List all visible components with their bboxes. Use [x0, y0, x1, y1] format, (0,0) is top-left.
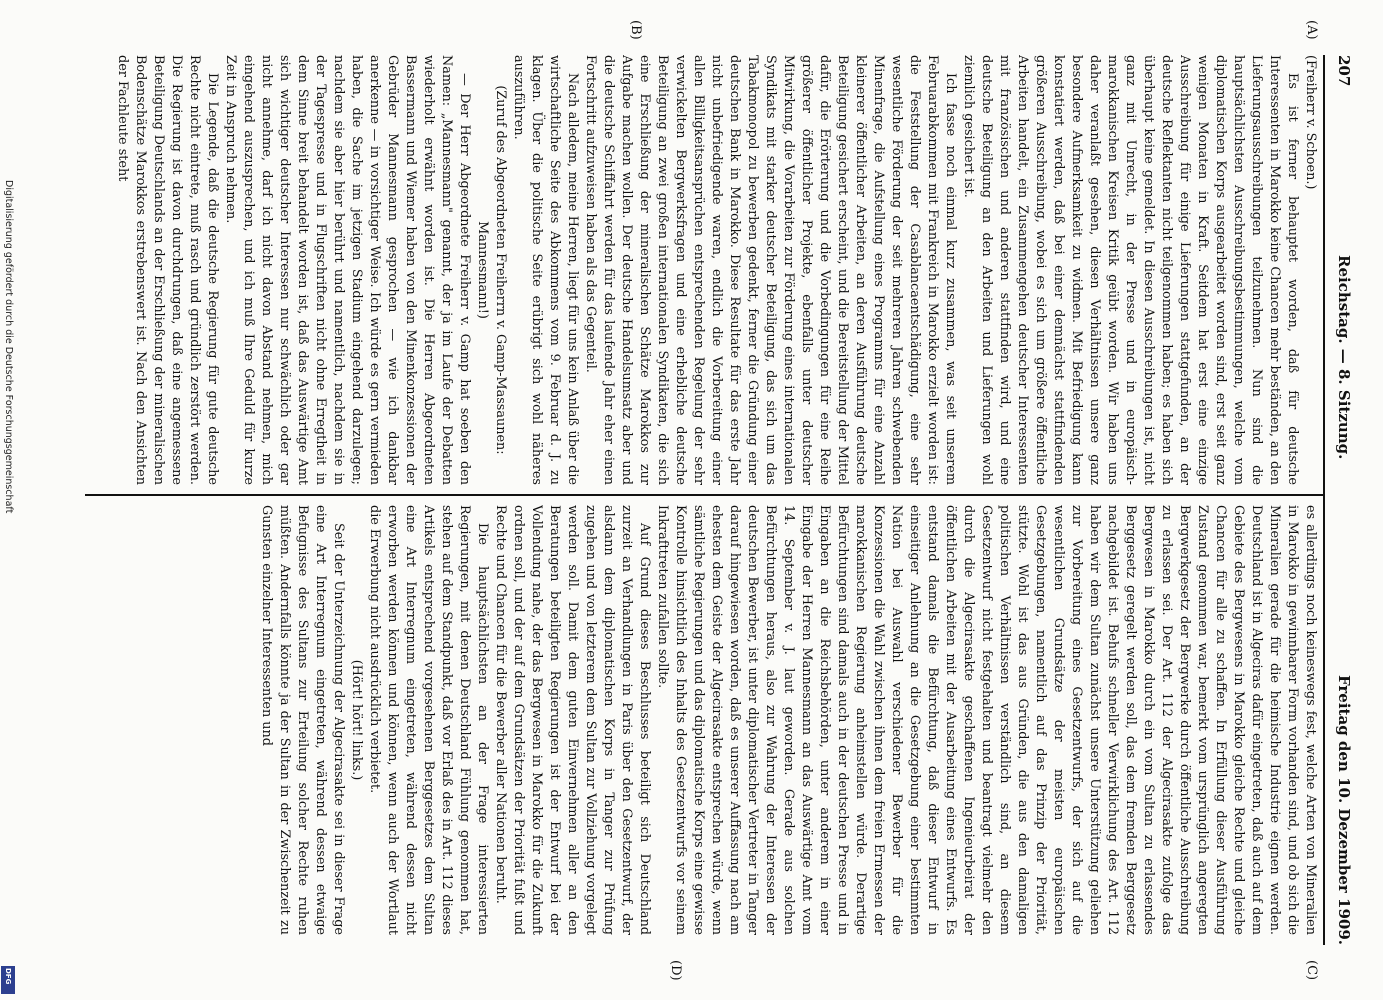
- paragraph: Auf Grund dieses Beschlusses beteiligt sich Deutschland zurzeit an Verhandlungen in Paris über den Gesetzentwurf, der alsdann dem diplomatischen Korps in Tanger zur Prüfung zugehen und von letzterem dem Sultan zur Vollziehung vorgelegt werden soll. Damit dem guten Einvernehmen aller an den Beratungen beteiligten Regierungen ist der Entwurf bei der Vollendung nahe, der das Bergwesen in Marokko für die Zukunft ordnen soll, und der auf dem Grundsätzen der Priorität fußt und Rechte und Chancen für die Bewerber aller Nationen beruht.: [493, 505, 652, 935]
- paragraph: es allerdings noch keineswegs fest, welche Arten von Mineralien in Marokko in gewinnbarer Form vorhanden sind, und ob sich die Mineralien gerade für die heimische Industrie eignen werden. Deutschland ist in Algeciras dafür eingetreten, daß auch auf dem Gebiete des Bergwesens in Marokko gleiche Rechte und gleiche Chancen für alle zu schaffen. In Erfüllung dieser Ausführung Zustand genommen war, bemerkt vom ursprünglich angeregten Bergwerkgesetz der Bergwerke durch öffentliche Ausschreibung zu erlassen sei. Der Art. 112 der Algecirasakte zufolge das Bergwesen in Marokko durch ein vom Sultan zu erlassendes Berggesetz geregelt werden soll, das dem fremden Berggesetz nachgebildet ist. Behufs schneller Verwirklichung des Art. 112 haben wir dem Sultan zunächst unsere Unterstützung geliehen zur Vorbereitung eines Gesetzentwurfs, der sich auf die wesentlichen Grundsätze der meisten europäischen Gesetzgebungen, namentlich auf das Prinzip der Priorität, stützte. Wohl ist das aus Gründen, die aus den damaligen politischen Verhältnissen verständlich sind, an diesem Gesetzentwurf nicht festgehalten und beantragt vielmehr den durch die Algecirasakte geschaffenen Ingenieurbeirat der öffentlichen Arbeiten mit der Ausarbeitung eines Entwurfs. Es entstand damals die Befürchtung, daß dieser Entwurf in einseitiger Anlehnung an die Gesetzgebung einer bestimmten Nation bei Auswahl verschiedener Bewerber für die Konzessionen die Wahl zwischen ihnen dem freien Ermessen der marokkanischen Regierung anheimstellen würde. Derartige Befürchtungen sind damals auch in der deutschen Presse und in Eingaben an die Reichsbehörden, unter anderem in einer Eingabe der Herren Mannesmann an das Auswärtige Amt vom 14. September v. J. laut geworden. Gerade aus solchen Befürchtungen heraus, also zur Wahrung der Interessen der deutschen Bewerber, ist unter diplomatischer Vertreter in Tanger darauf hingewiesen worden, daß es unserer Auffassung nach am ehesten dem Geiste der Algecirasakte entsprechen würde, wenn sämtliche Regierungen und das diplomatische Korps eine gewisse Kontrolle hinsichtlich des Inhalts des Gesetzentwurfs vor seinem Inkrafttreten zufallen sollte.: [655, 505, 1318, 935]
- page-number: 207: [1335, 55, 1353, 87]
- paragraph: Ich fasse noch einmal kurz zusammen, was seit unserem Februarabkommen mit Frankreich in Marokko erzielt worden ist: die Feststellung der Casablancaentschädigung, eine sehr wesentliche Förderung der seit mehreren Jahren schwebenden Minenfrage, die Aufstellung eines Programms für eine Anzahl kleinerer öffentlicher Arbeiten, an deren Ausführung deutsche Beteiligung gesichert erscheint, und die Bereitstellung der Mittel dafür, die Erörterung und die Vorbedingungen für eine Reihe größerer öffentlicher Projekte, ebenfalls unter deutscher Mitwirkung, die Vorarbeiten zur Förderung eines internationalen Syndikats mit starker deutscher Beteiligung, das sich um das Tabakmonopol zu bewerben gedenkt, ferner die Gründung einer deutschen Bank in Marokko. Diese Resultate für das erste Jahr nicht unbefriedigende waren, endlich die Vorbereitung einer allen Billigkeitsansprüchen entsprechenden Regelung der sehr verwickelten Bergwerksfragen und eine erhebliche deutsche Beteiligung an zwei großen internationalen Syndikaten, die sich eine Erschließung der mineralischen Schätze Marokkos zur Aufgabe machen wollen. Der deutsche Handelsumsatz aber und die deutsche Schiffahrt werden für das laufende Jahr eher einen Fortschritt aufzuweisen haben als das Gegenteil.: [583, 55, 958, 485]
- speaker-tag: (Freiherr v. Schoen.): [1303, 55, 1318, 190]
- left-column: [89, 55, 1319, 485]
- column-divider: [85, 494, 1325, 496]
- dfg-logo-text: DFG: [4, 968, 12, 985]
- margin-marker-d: (D): [668, 960, 683, 981]
- interjection: (Hört! hört! links.): [349, 659, 364, 781]
- interjection: (Zuruf des Abgeordneten Freiherrn v. Gamp-Massaunen: Mannesmann!): [475, 85, 508, 455]
- running-header: [1325, 55, 1365, 945]
- paragraph: Die hauptsächlichsten an der Frage interessierten Regierungen, mit denen Deutschland Fühlung genommen hat, stehen auf dem Standpunkt, daß vor Erlaß des in Art. 112 dieses Artikels entsprechend vorgesehenen Berggesetzes dem Sultan eine Art Interregnum eingetreten, während dessen nicht erworben werden können und können, wenn auch der Wortlaut die Erwerbung nicht ausdrücklich verbietet.: [367, 505, 490, 935]
- paragraph: Seit der Unterzeichnung der Algecirasakte sei in dieser Frage eine Art Interregnum eingetreten, während dessen etwaige Befugnisse des Sultans zur Erteilung solcher Rechte ruhen müßten. Andernfalls könnte ja der Sultan in der Zwischenzeit zu Gunsten einzelner Interessenten und: [259, 505, 346, 935]
- paragraph: — Der Herr Abgeordnete Freiherr v. Gamp hat soeben den Namen: „Mannesmann" genannt, der ja im Laufe der Debatten wiederholt erwähnt worden ist. Die Herren Abgeordneten Bassermann und Wiemer haben von den Minenkonzessionen der Gebrüder Mannesmann gesprochen — wie ich dankbar anerkenne — in vorsichtiger Weise. Ich würde es gern vermieden haben, die Sache im jetzigen Stadium eingehend darzulegen; nachdem sie aber hier berührt und namentlich, nachdem sie in der Tagespresse und in Flugschriften nicht ohne Erregtheit in dem Sinne breit behandelt worden ist, daß das Auswärtige Amt sich wichtiger deutscher Interessen nur schwächlich oder gar nicht annehme, darf ich nicht davon Abstand nehmen, mich eingehend auszusprechen, und ich muß Ihre Geduld für kurze Zeit in Anspruch nehmen.: [223, 55, 472, 485]
- margin-marker-a: (A): [1304, 20, 1319, 40]
- margin-marker-c: (C): [1304, 960, 1319, 981]
- header-title: Reichstag. — 8. Sitzung.: [1335, 255, 1353, 460]
- digitization-credit: [2, 180, 14, 980]
- paragraph: Die Legende, daß die deutsche Regierung für gute deutsche Rechte nicht eintrete, muß rasch und gründlich zerstört werden. Die Regierung ist davon durchdrungen, daß eine angemessene Beteiligung Deutschlands an der Erschließung der mineralischen Bodenschätze Marokkos erstrebenswert ist. Nach den Ansichten der Fachleute steht: [115, 55, 220, 485]
- paragraph: Es ist ferner behauptet worden, daß für deutsche Interessenten in Marokko keine Chancen mehr beständen, an den Lieferungsausschreibungen teilzunehmen. Nun sind die hauptsächlichsten Ausschreibungsbestimmungen, welche vom diplomatischen Korps ausgearbeitet worden sind, erst seit ganz wenigen Monaten in Kraft. Seitdem hat erst eine einzige Ausschreibung für einige Lieferungen stattgefunden, an der deutsche Reflektanten nicht teilgenommen haben; es haben sich überhaupt keine gemeldet. In diesen Ausschreibungen ist, nicht ganz mit Unrecht, in der Presse und in europäisch-marokkanischen Kreisen Kritik geübt worden. Wir haben uns daher veranlaßt gesehen, diesen Verhältnissen unsere ganz besondere Aufmerksamkeit zu widmen. Mit Befriedigung kann konstatiert werden, daß bei einer demnächst stattfindenden größeren Ausschreibung, wobei es sich um größere öffentliche Arbeiten handelt, ein Zusammengehen deutscher Interessenten mit französischen und anderen stattfinden wird, und eine deutsche Beteiligung an den Arbeiten und Lieferungen wohl ziemlich gesichert ist.: [961, 55, 1300, 485]
- paragraph: Nach alledem, meine Herren, liegt für uns kein Anlaß über die wirtschaftliche Seite des Abkommens vom 9. Februar d. J. zu klagen. Über die politische Seite erübrigt sich wohl näheres auszuführen.: [511, 55, 580, 485]
- right-column: [89, 505, 1319, 935]
- margin-marker-b: (B): [628, 20, 643, 40]
- header-rule: [1323, 55, 1325, 945]
- credit-text: Digitalisierung gefördert durch die Deutsche Forschungsgemeinschaft: [3, 180, 14, 514]
- header-date: Freitag den 10. Dezember 1909.: [1335, 675, 1353, 945]
- dfg-logo: [1, 966, 15, 994]
